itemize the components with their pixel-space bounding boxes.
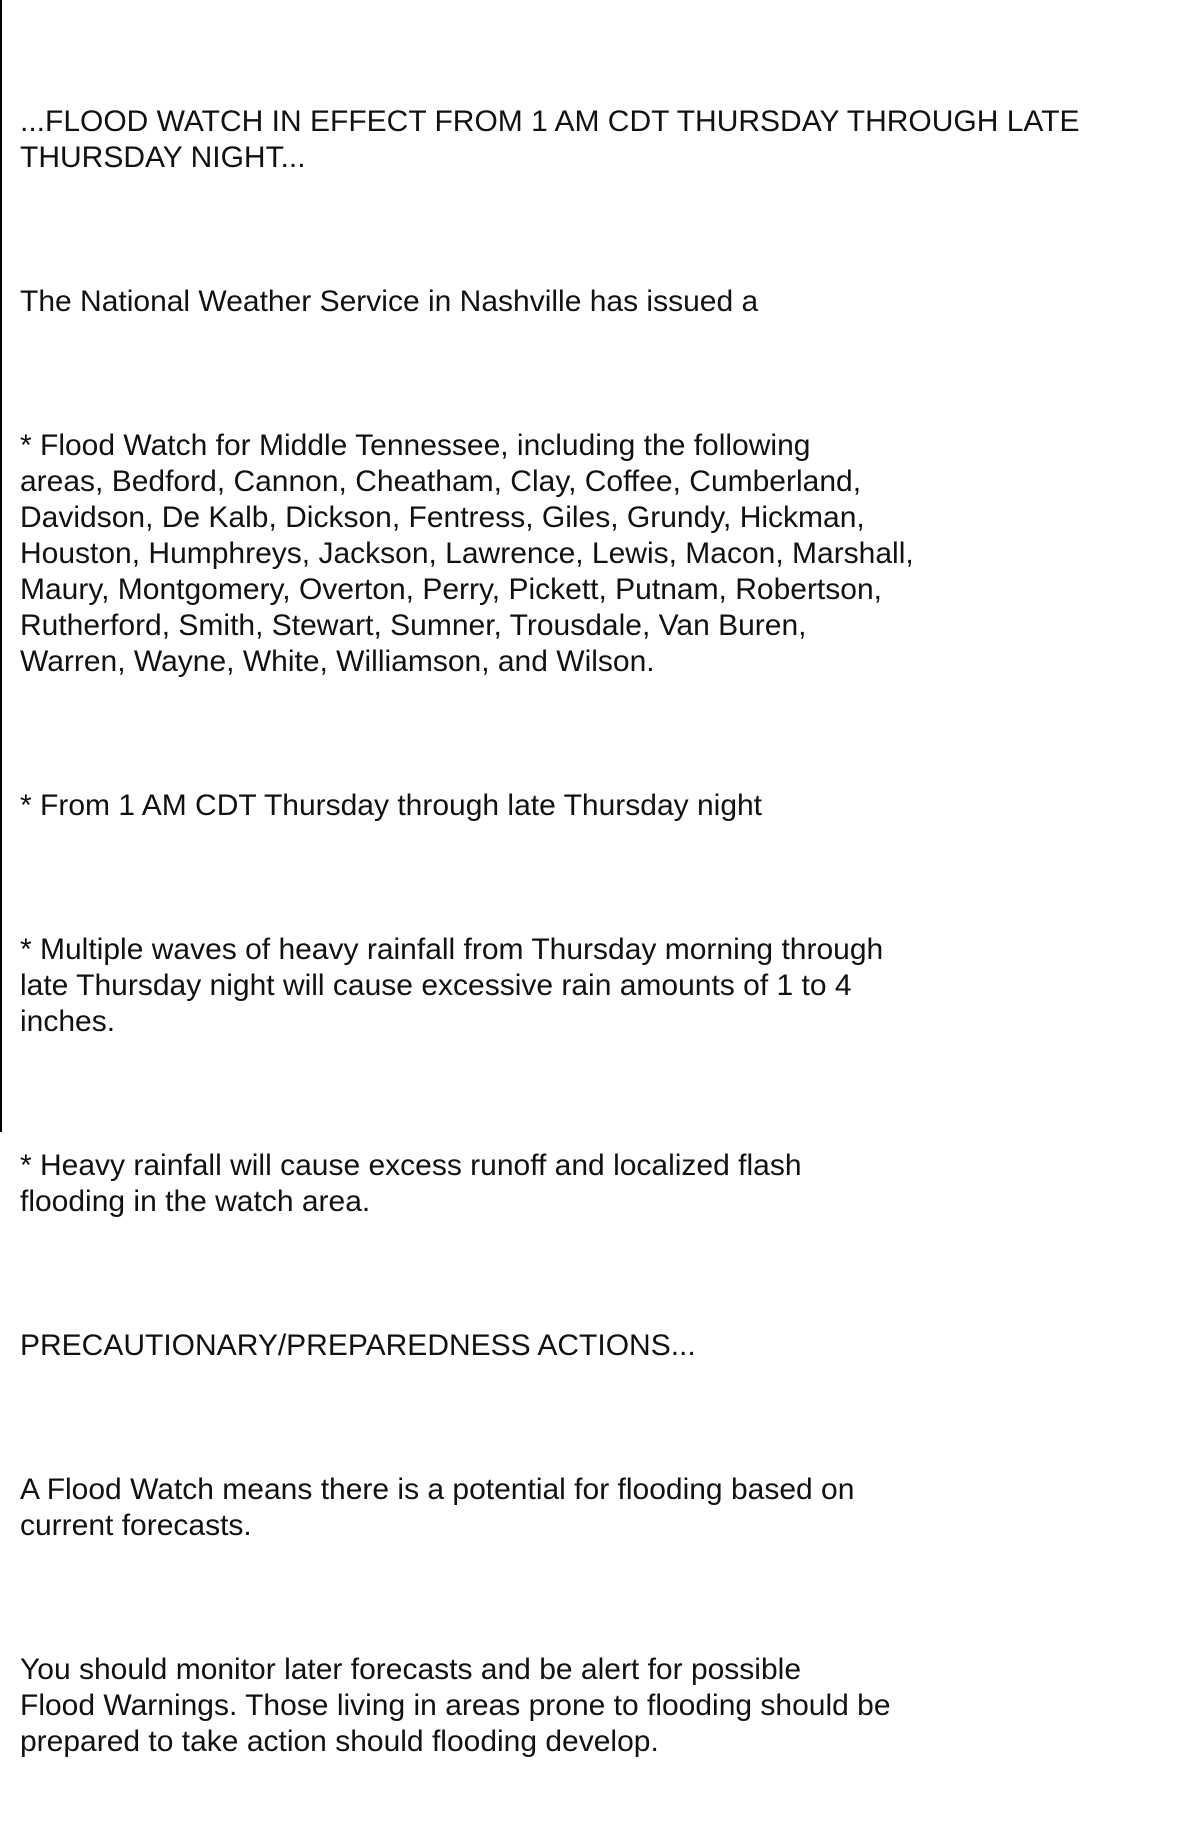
- bulletin-impacts: * Heavy rainfall will cause excess runoff and localized flash flooding in the watch area.: [20, 1149, 802, 1218]
- bulletin-issued-statement: The National Weather Service in Nashville has issued a: [20, 285, 759, 318]
- bulletin-timing: * From 1 AM CDT Thursday through late Thursday night: [20, 789, 763, 822]
- flood-watch-bulletin: [20, 32, 1170, 1832]
- bulletin-headline: ...FLOOD WATCH IN EFFECT FROM 1 AM CDT THURSDAY THROUGH LATE THURSDAY NIGHT...: [20, 105, 1080, 174]
- bulletin-watch-areas: * Flood Watch for Middle Tennessee, including the following areas, Bedford, Cannon, Cheatham, Clay, Coffee, Cumberland, Davidson, De Kalb, Dickson, Fentress, Giles, Grundy, Hickman, Houston, Humphreys, Jackson, Lawrence, Lewis, Macon, Marshall, Maury, Montgomery, Overton, Perry, Pickett, Putnam, Robertson, Rutherford, Smith, Stewart, Sumner, Trousdale, Van Buren, Warren, Wayne, White, Williamson, and Wilson.: [20, 429, 914, 678]
- bulletin-watch-meaning: A Flood Watch means there is a potential for flooding based on current forecasts.: [20, 1473, 855, 1542]
- bulletin-actions-header: PRECAUTIONARY/PREPAREDNESS ACTIONS...: [20, 1329, 696, 1362]
- bulletin-rainfall: * Multiple waves of heavy rainfall from Thursday morning through late Thursday night will cause excessive rain amounts of 1 to 4 inches.: [20, 933, 884, 1038]
- bulletin-advice: You should monitor later forecasts and be alert for possible Flood Warnings. Those living in areas prone to flooding should be prepared to take action should flooding develop.: [20, 1653, 891, 1758]
